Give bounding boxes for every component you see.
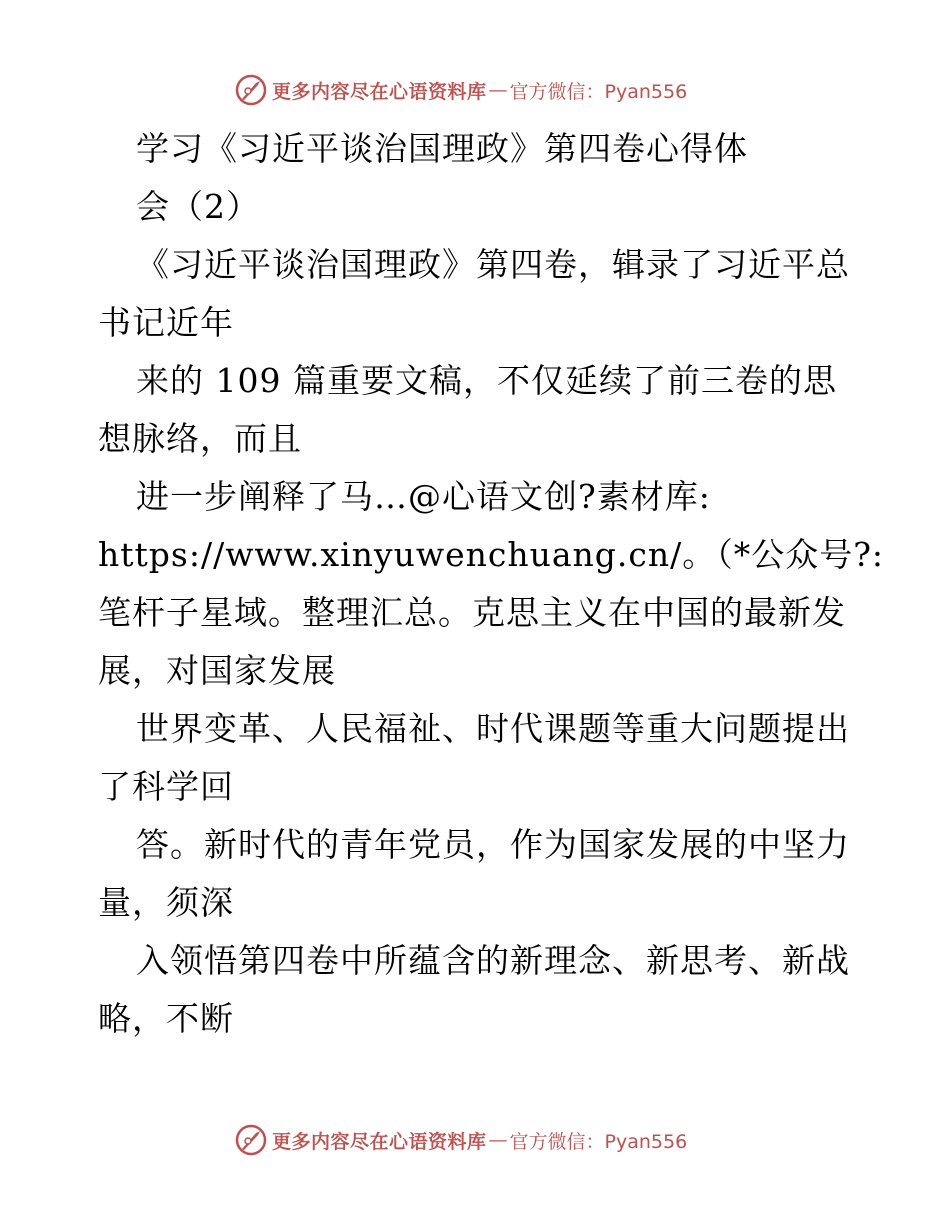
banner-wechat-text: 官方微信：Pyan556 <box>509 1130 688 1153</box>
text-line: 了科学回 <box>98 767 234 806</box>
text-line: 笔杆子星域。整理汇总。克思主义在中国的最新发 <box>98 593 846 632</box>
text-line: https://www.xinyuwenchuang.cn/。（*公众号?: <box>98 535 885 574</box>
text-line: 《习近平谈治国理政》第四卷，辑录了习近平总 <box>136 245 850 284</box>
document-title-line: 会（2） <box>136 187 260 226</box>
document-title-line: 学习《习近平谈治国理政》第四卷心得体 <box>136 129 748 168</box>
text-line: 入领悟第四卷中所蕴含的新理念、新思考、新战 <box>136 941 850 980</box>
text-line: 来的 109 篇重要文稿，不仅延续了前三卷的思 <box>136 361 837 400</box>
banner-dash: — <box>488 1129 508 1151</box>
text-line: 书记近年 <box>98 303 234 342</box>
quill-pen-logo-icon <box>234 1123 268 1157</box>
text-line: 略，不断 <box>98 999 234 1038</box>
text-line: 量，须深 <box>98 883 234 922</box>
text-line: 世界变革、人民福祉、时代课题等重大问题提出 <box>136 709 850 748</box>
document-body <box>98 120 885 1048</box>
footer-banner <box>234 1122 687 1158</box>
banner-main-text: 更多内容尽在心语资料库 <box>272 1130 487 1153</box>
quill-pen-logo-icon <box>234 73 268 107</box>
banner-dash: — <box>488 79 508 101</box>
text-line: 展，对国家发展 <box>98 651 336 690</box>
banner-wechat-text: 官方微信：Pyan556 <box>509 80 688 103</box>
text-line: 答。新时代的青年党员，作为国家发展的中坚力 <box>136 825 850 864</box>
banner-main-text: 更多内容尽在心语资料库 <box>272 80 487 103</box>
header-banner <box>234 72 687 108</box>
text-line: 进一步阐释了马…@心语文创?素材库: <box>136 477 711 516</box>
text-line: 想脉络，而且 <box>98 419 302 458</box>
